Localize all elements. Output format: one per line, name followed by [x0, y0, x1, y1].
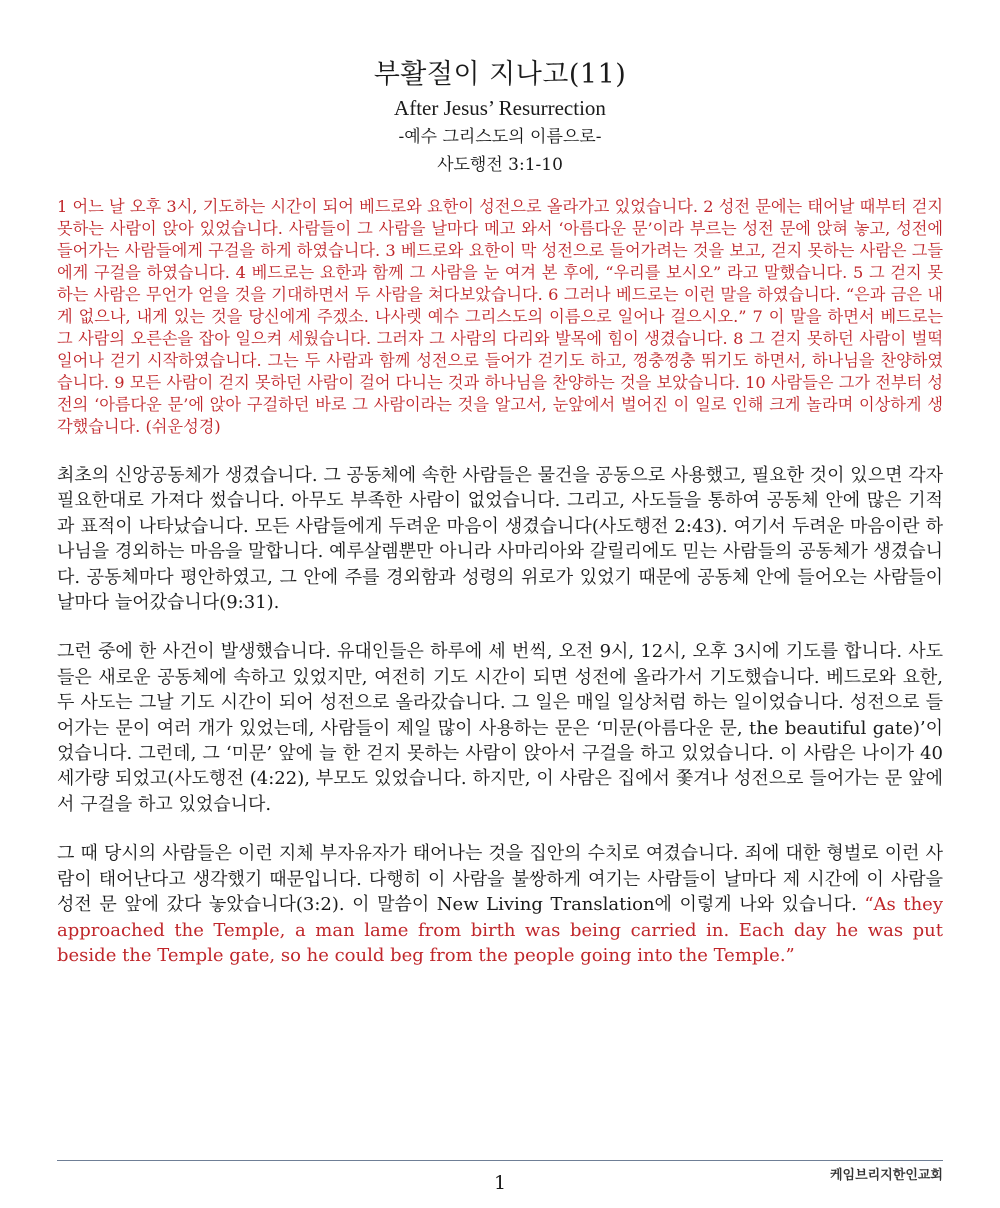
scripture-passage: 1 어느 날 오후 3시, 기도하는 시간이 되어 베드로와 요한이 성전으로 올라가고 있었습니다. 2 성전 문에는 태어날 때부터 걷지 못하는 사람이 앉아 있었습니다. 사람들이 그 사람을 날마다 메고 와서 ‘아름다운 문’이라 부르는 성전 문에 앉혀 놓고, 성전에 들어가는 사람들에게 구걸을 하게 하였습니다. 3 베드로와 요한이 막 성전으로 들어가려는 것을 보고, 걷지 못하는 사람은 그들에게 구걸을 하였습니다. 4 베드로는 요한과 함께 그 사람을 눈 여겨 본 후에, “우리를 보시오” 라고 말했습니다. 5 그 걷지 못하는 사람은 무언가 얻을 것을 기대하면서 두 사람을 쳐다보았습니다. 6 그러나 베드로는 이런 말을 하였습니다. “은과 금은 내게 없으나, 내게 있는 것을 당신에게 주겠소. 나사렛 예수 그리스도의 이름으로 일어나 걸으시오.” 7 이 말을 하면서 베드로는 그 사람의 오른손을 잡아 일으켜 세웠습니다. 그러자 그 사람의 다리와 발목에 힘이 생겼습니다. 8 그 걷지 못하던 사람이 벌떡 일어나 걷기 시작하였습니다. 그는 두 사람과 함께 성전으로 들어가 걷기도 하고, 껑충껑충 뛰기도 하면서, 하나님을 찬양하였습니다. 9 모든 사람이 걷지 못하던 사람이 걸어 다니는 것과 하나님을 찬양하는 것을 보았습니다. 10 사람들은 그가 전부터 성전의 ‘아름다운 문’에 앉아 구걸하던 바로 그 사람이라는 것을 알고서, 눈앞에서 벌어진 이 일로 인해 크게 놀라며 이상하게 생각했습니다. (쉬운성경): [57, 197, 943, 436]
page-number: 1: [493, 1172, 507, 1194]
korean-subtitle: -예수 그리스도의 이름으로-: [398, 127, 602, 147]
scripture-reference: 사도행전 3:1-10: [437, 155, 563, 175]
body-paragraph-3-text: 그 때 당시의 사람들은 이런 지체 부자유자가 태어나는 것을 집안의 수치로 여겼습니다. 죄에 대한 형벌로 이런 사람이 태어난다고 생각했기 때문입니다. 다행히 이 사람을 불쌍하게 여기는 사람들이 날마다 제 시간에 이 사람을 성전 문 앞에 갔다 놓았습니다(3:2). 이 말씀이 New Living Translation에 이렇게 나와 있습니다.: [57, 843, 943, 916]
document-page: [57, 58, 943, 968]
sermon-title: 부활절이 지나고(11): [373, 59, 627, 90]
church-name: 케임브리지한인교회: [829, 1168, 943, 1183]
english-subtitle: After Jesus’ Resurrection: [394, 96, 606, 120]
body-paragraph-3: [57, 841, 943, 968]
body-paragraph-1: 최초의 신앙공동체가 생겼습니다. 그 공동체에 속한 사람들은 물건을 공동으로 사용했고, 필요한 것이 있으면 각자 필요한대로 가져다 썼습니다. 아무도 부족한 사람이 없었습니다. 그리고, 사도들을 통하여 공동체 안에 많은 기적과 표적이 나타났습니다. 모든 사람들에게 두려운 마음이 생겼습니다(사도행전 2:43). 여기서 두려운 마음이란 하나님을 경외하는 마음을 말합니다. 예루살렘뿐만 아니라 사마리아와 갈릴리에도 믿는 사람들의 공동체가 생겼습니다. 공동체마다 평안하였고, 그 안에 주를 경외함과 성령의 위로가 있었기 때문에 공동체 안에 들어오는 사람들이 날마다 늘어갔습니다(9:31).: [57, 465, 943, 614]
body-paragraph-2: 그런 중에 한 사건이 발생했습니다. 유대인들은 하루에 세 번씩, 오전 9시, 12시, 오후 3시에 기도를 합니다. 사도들은 새로운 공동체에 속하고 있었지만, 여전히 기도 시간이 되면 성전에 올라가서 기도했습니다. 베드로와 요한, 두 사도는 그날 기도 시간이 되어 성전으로 올라갔습니다. 그 일은 매일 일상처럼 하는 일이었습니다. 성전으로 들어가는 문이 여러 개가 있었는데, 사람들이 제일 많이 사용하는 문은 ‘미문(아름다운 문, the beautiful gate)’이었습니다. 그런데, 그 ‘미문’ 앞에 늘 한 걷지 못하는 사람이 앉아서 구걸을 하고 있었습니다. 이 사람은 나이가 40세가량 되었고(사도행전 (4:22), 부모도 있었습니다. 하지만, 이 사람은 집에서 쫓겨나 성전으로 들어가는 문 앞에서 구걸을 하고 있었습니다.: [57, 641, 943, 815]
footer-divider: [57, 1160, 943, 1161]
nlt-quote: “As they approached the Temple, a man lame from birth was being carried in. Each day he was put beside the Temple gate, so he could beg from the people going into the Temple.”: [57, 894, 943, 966]
